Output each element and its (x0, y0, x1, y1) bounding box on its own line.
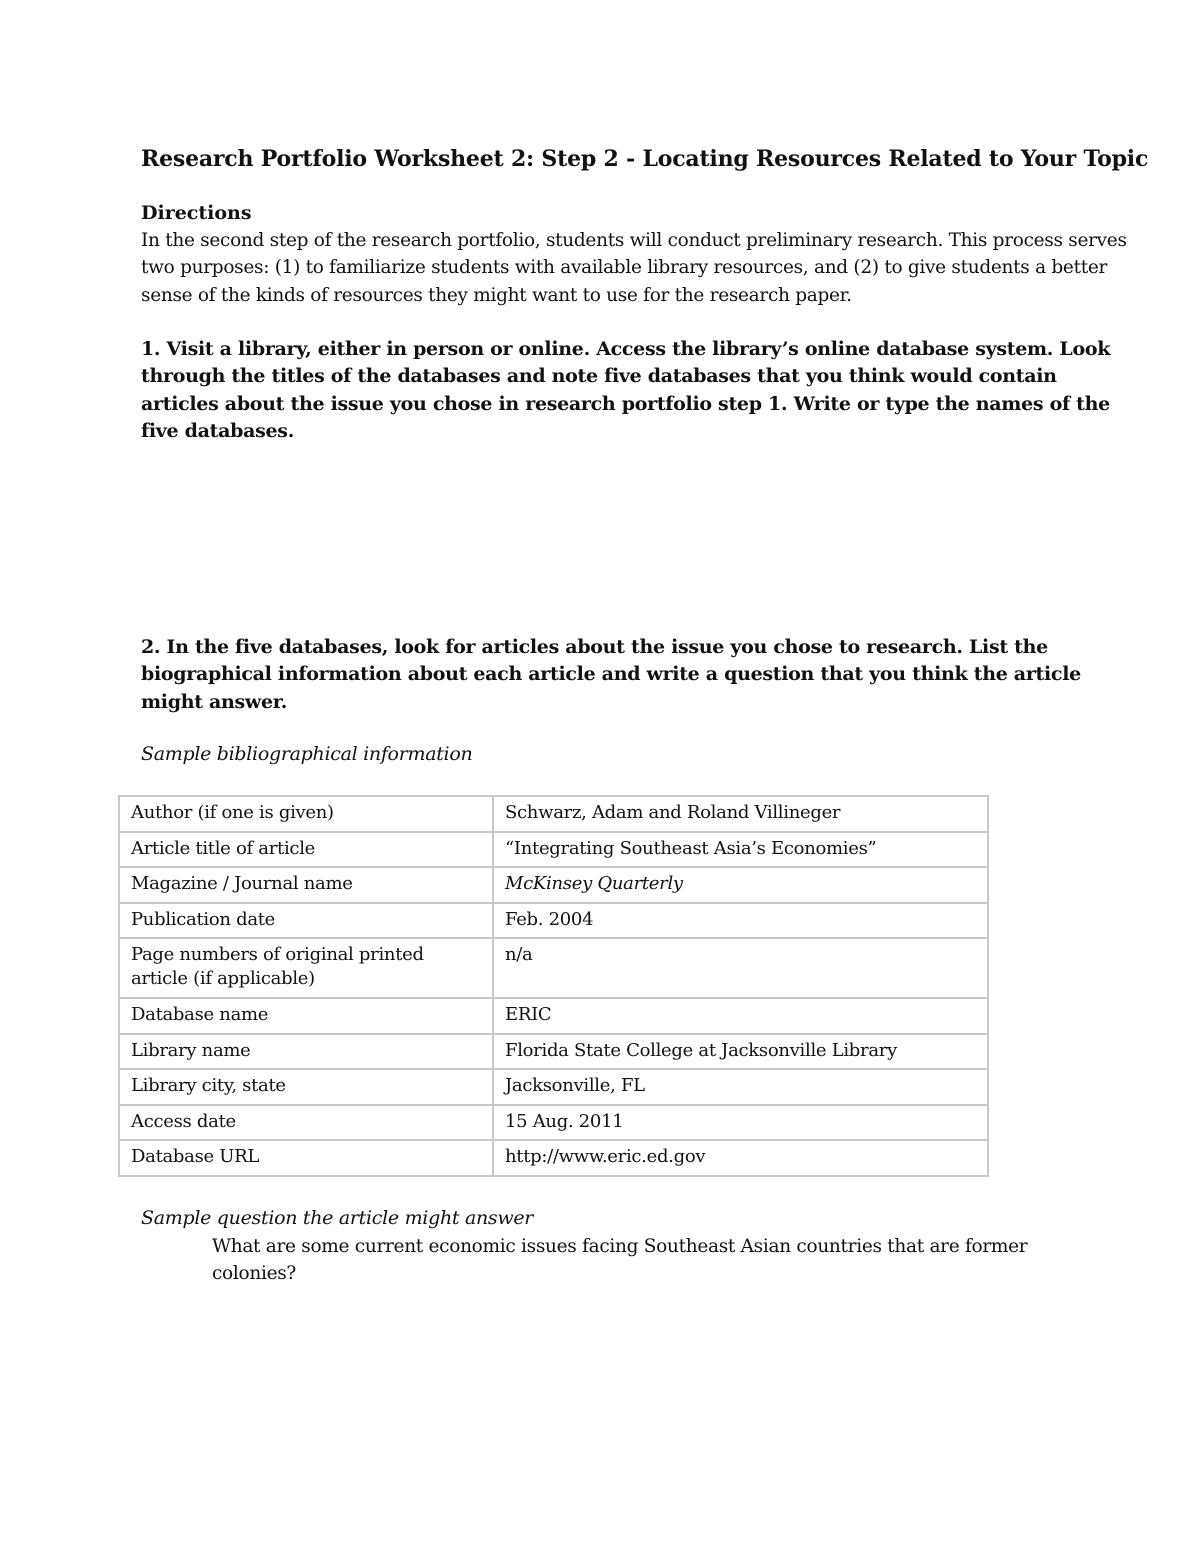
row-value: ERIC (493, 998, 988, 1034)
directions-text: In the second step of the research portfolio, students will conduct preliminary research. This process serves two purposes: (1) to familiarize students with available library resources, and (2) to give students a better sense of the kinds of resources they might want to use for the research paper. (141, 230, 1127, 306)
row-value: Schwarz, Adam and Roland Villineger (493, 796, 988, 832)
table-row (119, 903, 988, 939)
row-label: Library name (119, 1034, 493, 1070)
directions-heading: Directions (141, 202, 252, 224)
question-2: 2. In the five databases, look for articles about the issue you chose to research. List the biographical information about each article and write a question that you think the article might answer. (141, 636, 1081, 713)
sample-bibliography-heading: Sample bibliographical information (141, 743, 473, 765)
table-row (119, 1140, 988, 1176)
row-value: Feb. 2004 (493, 903, 988, 939)
table-row (119, 796, 988, 832)
sample-bibliography-table (118, 795, 989, 1177)
row-label: Publication date (119, 903, 493, 939)
table-row (119, 998, 988, 1034)
table-row (119, 938, 988, 998)
sample-question-heading: Sample question the article might answer (141, 1207, 534, 1229)
row-value: Florida State College at Jacksonville Library (493, 1034, 988, 1070)
row-label: Library city, state (119, 1069, 493, 1105)
row-value: Jacksonville, FL (493, 1069, 988, 1105)
row-label: Author (if one is given) (119, 796, 493, 832)
table-row (119, 1105, 988, 1141)
table-row (119, 1034, 988, 1070)
row-label: Article title of article (119, 832, 493, 868)
question-1: 1. Visit a library, either in person or online. Access the library’s online database system. Look through the titles of the databases and note five databases that you think would contain articles about the issue you chose in research portfolio step 1. Write or type the names of the five databases. (141, 338, 1111, 442)
table-row (119, 1069, 988, 1105)
row-label: Page numbers of original printed article (if applicable) (119, 938, 493, 998)
row-value: “Integrating Southeast Asia’s Economies” (493, 832, 988, 868)
row-value: 15 Aug. 2011 (493, 1105, 988, 1141)
row-label: Magazine / Journal name (119, 867, 493, 903)
table-row (119, 832, 988, 868)
table-row (119, 867, 988, 903)
row-label: Database URL (119, 1140, 493, 1176)
sample-question-text: What are some current economic issues facing Southeast Asian countries that are former colonies? (212, 1236, 1028, 1284)
page-title: Research Portfolio Worksheet 2: Step 2 - Locating Resources Related to Your Topic (141, 146, 1149, 172)
row-value: n/a (493, 938, 988, 998)
row-label: Access date (119, 1105, 493, 1141)
row-value: McKinsey Quarterly (493, 867, 988, 903)
row-label: Database name (119, 998, 493, 1034)
row-value: http://www.eric.ed.gov (493, 1140, 988, 1176)
